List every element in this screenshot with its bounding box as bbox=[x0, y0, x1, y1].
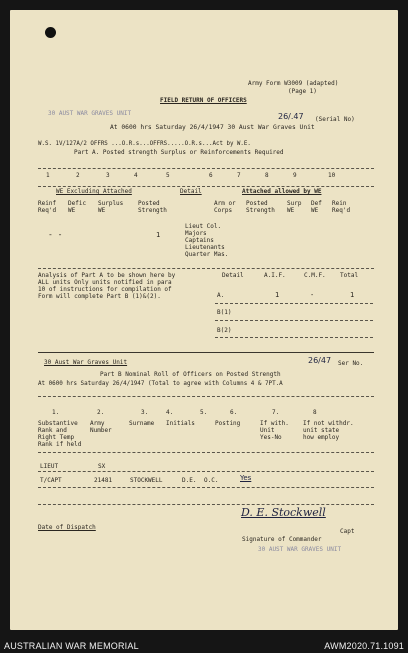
row2-posting: O.C. bbox=[204, 477, 219, 484]
head-unit: Unit bbox=[260, 427, 275, 434]
divider bbox=[38, 396, 374, 397]
attached-allowed-header: Attached allowed by WE bbox=[242, 188, 322, 195]
rank-majors: Majors bbox=[185, 230, 207, 237]
head-substantive: Substantive bbox=[38, 420, 78, 427]
reinf-reqd-header: Reinf Req'd bbox=[38, 200, 57, 214]
b-col-num-8: 8 bbox=[313, 409, 317, 416]
head-how-employ: how employ bbox=[303, 434, 340, 441]
signature-of-commander-label: Signature of Commander bbox=[242, 536, 322, 543]
head-rank-if-held: Rank if held bbox=[38, 441, 82, 448]
part-b-at-line: At 0600 hrs Saturday 26/4/1947 (Total to agree with Columns 4 & 7PT.A bbox=[38, 381, 283, 387]
rank-lieutenants: Lieutenants bbox=[185, 244, 225, 251]
row1-rank: LIEUT bbox=[40, 463, 59, 470]
rank-captains: Captains bbox=[185, 237, 214, 244]
part-a-dashes: - - bbox=[48, 230, 63, 239]
detail-header: Detail bbox=[180, 188, 202, 195]
unit-stamp-bottom: 30 AUST WAR GRAVES UNIT bbox=[258, 546, 342, 553]
footer-bar bbox=[0, 630, 408, 653]
analysis-row-b1: B(1) bbox=[217, 309, 232, 316]
row2-with-unit: Yes bbox=[240, 474, 252, 482]
part-a-title: Part A. Posted strength Surplus or Reinforcements Required bbox=[74, 149, 284, 156]
b-col-num-1: 1. bbox=[52, 409, 60, 416]
row2-number: 21481 bbox=[94, 477, 113, 484]
analysis-a-total: 1 bbox=[350, 291, 355, 299]
divider bbox=[38, 452, 374, 453]
document-page bbox=[10, 10, 398, 630]
col-num-8: 8 bbox=[265, 172, 269, 179]
arm-corps-header: Arm or Corps bbox=[214, 200, 236, 214]
analysis-line-4: Form will complete Part B (1)&(2). bbox=[38, 293, 161, 300]
analysis-a-aif: 1 bbox=[275, 291, 280, 299]
page-number: (Page 1) bbox=[288, 88, 317, 95]
col-num-9: 9 bbox=[293, 172, 297, 179]
ws-line: W.S. 1V/127A/2 OFFRS ...O.R.s...OFFRS.....O.R.s...Act by W.E. bbox=[38, 141, 251, 147]
b-col-num-7: 7. bbox=[272, 409, 280, 416]
rank-quarter-mas: Quarter Mas. bbox=[185, 251, 229, 258]
surplus-we-header: Surplus WE bbox=[98, 200, 124, 214]
b-col-num-6: 6. bbox=[230, 409, 238, 416]
unit-stamp-top: 30 AUST WAR GRAVES UNIT bbox=[48, 110, 132, 117]
head-army: Army bbox=[90, 420, 105, 427]
col-num-10: 10 bbox=[328, 172, 336, 179]
posted-strength-header: Posted Strength bbox=[138, 200, 167, 214]
rein-reqd-header: Rein Req'd bbox=[332, 200, 351, 214]
commander-signature: D. E. Stockwell bbox=[241, 506, 326, 519]
footer-source: AUSTRALIAN WAR MEMORIAL bbox=[4, 641, 139, 651]
divider bbox=[215, 303, 373, 304]
head-right-temp: Right Temp bbox=[38, 434, 75, 441]
col-num-3: 3 bbox=[106, 172, 110, 179]
row2-initials: D.E. bbox=[182, 477, 197, 484]
divider bbox=[38, 186, 374, 187]
analysis-row-a: A. bbox=[217, 292, 225, 299]
serial-label: (Serial No) bbox=[315, 116, 355, 123]
b-col-num-3: 3. bbox=[141, 409, 149, 416]
divider bbox=[38, 268, 374, 269]
b-col-num-4: 4. bbox=[166, 409, 174, 416]
signature-rank: Capt bbox=[340, 528, 355, 535]
part-b-title: Part B Nominal Roll of Officers on Posted Strength bbox=[100, 371, 281, 378]
b-col-num-2: 2. bbox=[97, 409, 105, 416]
divider bbox=[38, 352, 374, 353]
army-form-number: Army Form W3009 (adapted) bbox=[248, 80, 339, 87]
analysis-total-header: Total bbox=[340, 272, 359, 279]
col-num-4: 4 bbox=[134, 172, 138, 179]
row2-surname: STOCKWELL bbox=[130, 477, 163, 484]
head-number: Number bbox=[90, 427, 112, 434]
divider bbox=[38, 471, 374, 472]
analysis-aif-header: A.I.F. bbox=[264, 272, 286, 279]
head-initials: Initials bbox=[166, 420, 195, 427]
serial-number-handwritten: 26/.47 bbox=[278, 112, 304, 121]
divider bbox=[38, 487, 374, 488]
row1-number: SX bbox=[98, 463, 106, 470]
part-b-unit: 30 Aust War Graves Unit bbox=[44, 359, 128, 366]
analysis-row-b2: B(2) bbox=[217, 327, 232, 334]
posted-strength-value: 1 bbox=[156, 231, 161, 239]
divider bbox=[215, 320, 373, 321]
form-title: FIELD RETURN OF OFFICERS bbox=[160, 97, 247, 104]
ser-no-label: Ser No. bbox=[338, 360, 364, 367]
we-excluding-attached-header: WE Excluding Attached bbox=[56, 188, 132, 195]
head-if-not: If not withdr. bbox=[303, 420, 354, 427]
col-num-6: 6 bbox=[209, 172, 213, 179]
analysis-line-2: ALL units Only units notified in para bbox=[38, 279, 172, 286]
col-num-1: 1 bbox=[46, 172, 50, 179]
at-date-line: At 0600 hrs Saturday 26/4/1947 30 Aust War Graves Unit bbox=[110, 124, 315, 131]
divider bbox=[215, 337, 373, 338]
punch-hole bbox=[45, 27, 56, 38]
head-posting: Posting bbox=[215, 420, 241, 427]
head-rank-and: Rank and bbox=[38, 427, 67, 434]
def-we-header: Def WE bbox=[311, 200, 322, 214]
att-posted-strength-header: Posted Strength bbox=[246, 200, 275, 214]
defic-we-header: Defic WE bbox=[68, 200, 87, 214]
footer-accession-number: AWM2020.71.1091 bbox=[324, 641, 404, 651]
divider bbox=[38, 504, 374, 505]
analysis-line-3: 10 of instructions for compilation of bbox=[38, 286, 172, 293]
rank-lieut-col: Lieut Col. bbox=[185, 223, 222, 230]
analysis-cmf-header: C.M.F. bbox=[304, 272, 326, 279]
head-if-with: If with. bbox=[260, 420, 289, 427]
part-b-serial-handwritten: 26/47 bbox=[308, 356, 332, 365]
col-num-7: 7 bbox=[237, 172, 241, 179]
analysis-line-1: Analysis of Part A to be shown here by bbox=[38, 272, 176, 279]
col-num-2: 2 bbox=[76, 172, 80, 179]
analysis-detail-header: Detail bbox=[222, 272, 244, 279]
head-unit-state: unit state bbox=[303, 427, 340, 434]
head-yes-no: Yes-No bbox=[260, 434, 282, 441]
date-of-dispatch-label: Date of Dispatch bbox=[38, 524, 96, 531]
row2-rank: T/CAPT bbox=[40, 477, 62, 484]
analysis-a-cmf: - bbox=[310, 291, 315, 299]
divider bbox=[38, 168, 374, 169]
col-num-5: 5 bbox=[166, 172, 170, 179]
head-surname: Surname bbox=[129, 420, 155, 427]
surp-we-header: Surp WE bbox=[287, 200, 302, 214]
b-col-num-5: 5. bbox=[200, 409, 208, 416]
